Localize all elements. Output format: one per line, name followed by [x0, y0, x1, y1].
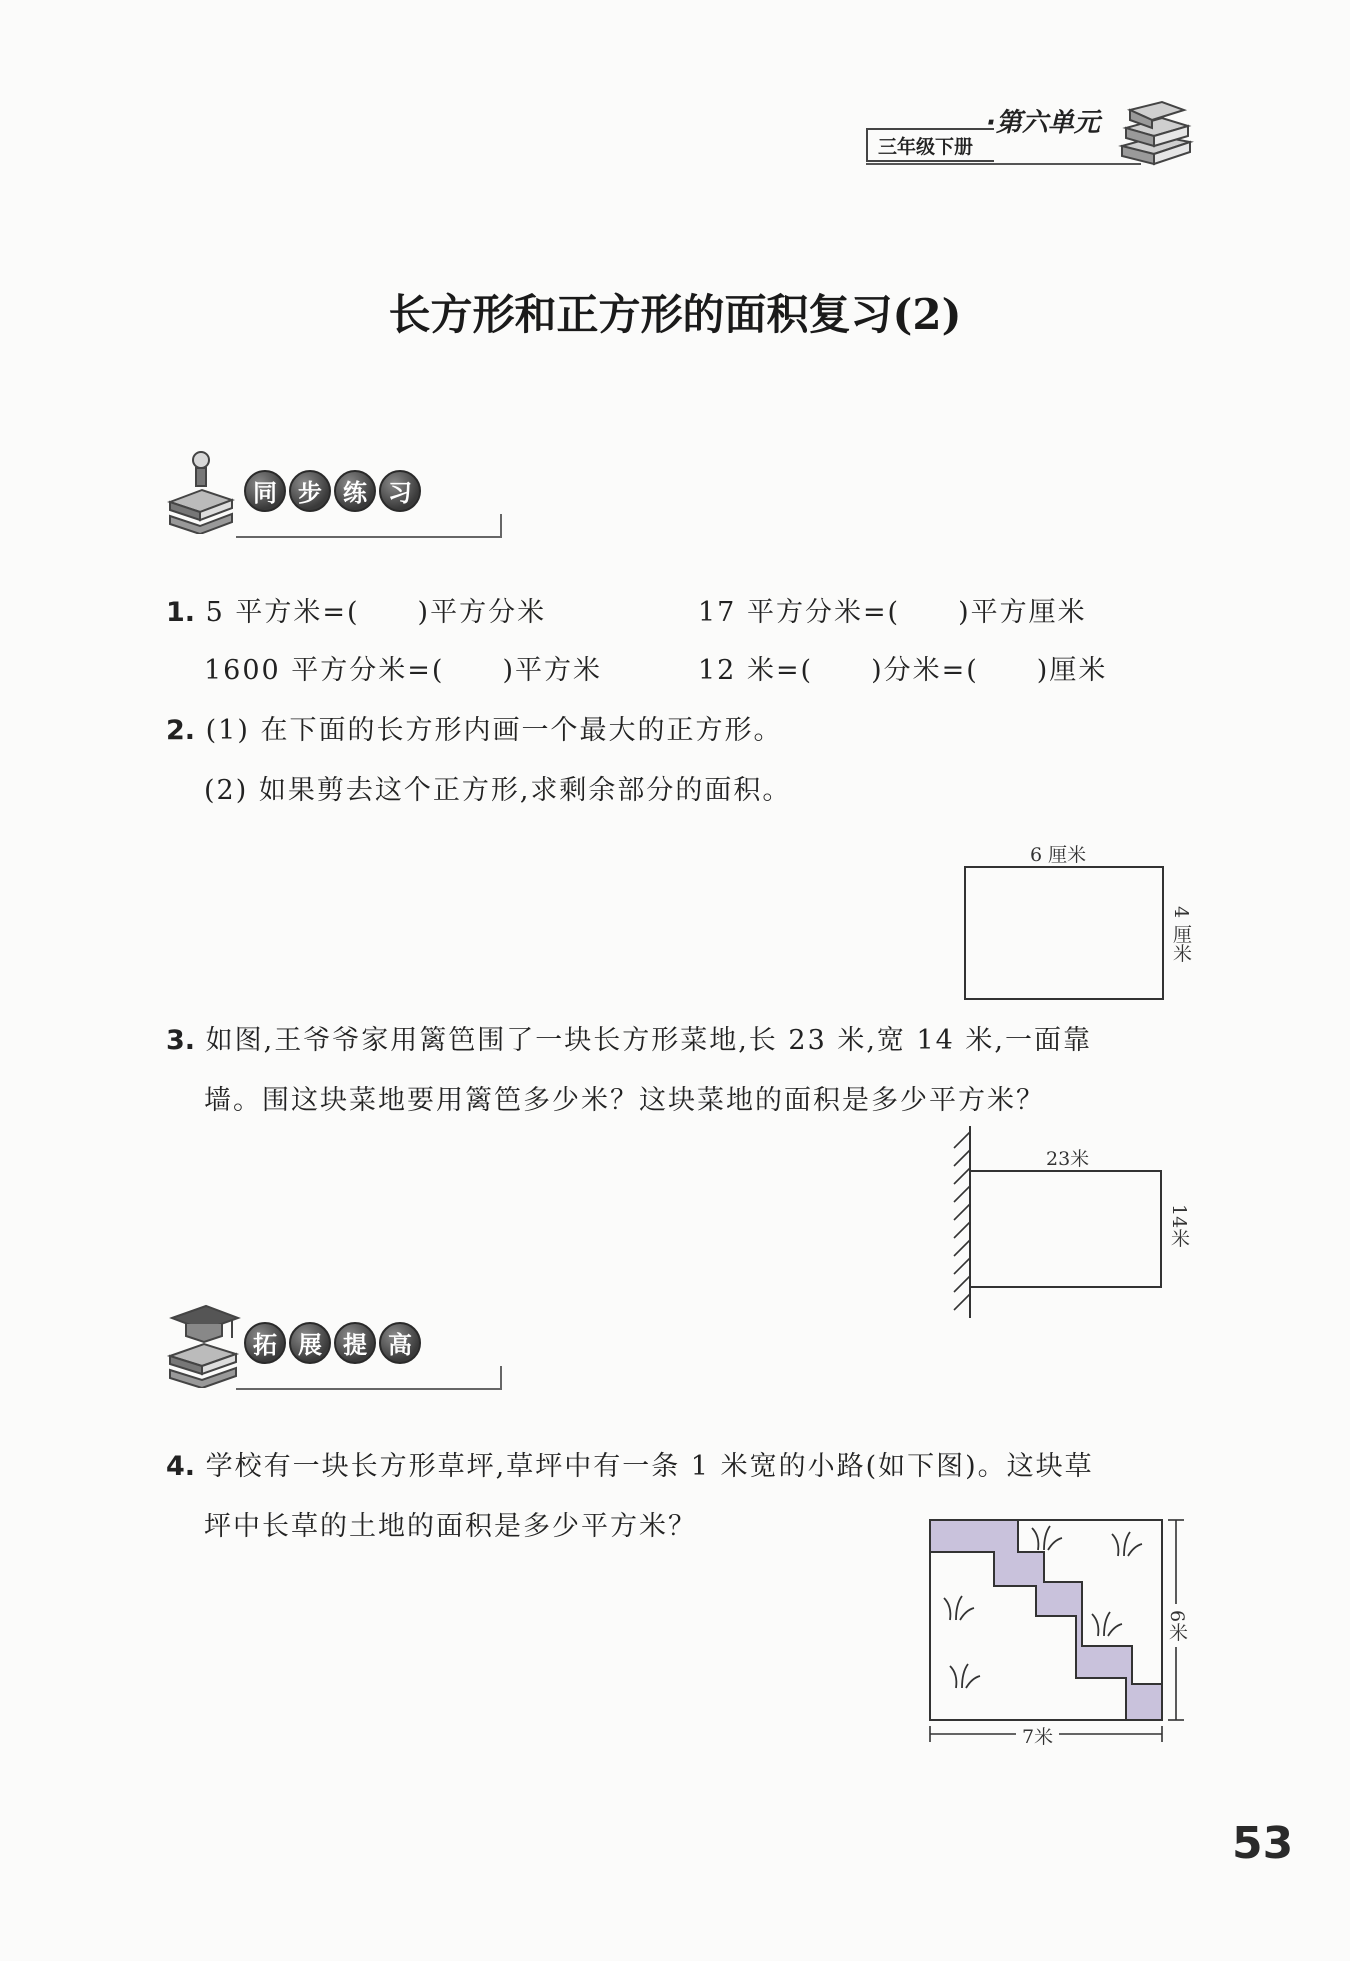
- book-stack-icon: [1118, 100, 1194, 166]
- graduation-cap-books-icon: [166, 1298, 242, 1388]
- q1-item-d: 12 米=( )分米=( )厘米: [698, 655, 1108, 686]
- banner-char: 步: [289, 470, 331, 512]
- q1-line1: [166, 590, 546, 629]
- q2-figure-width-label: 6 厘米: [1030, 844, 1087, 866]
- q1-item-b: 17 平方分米=( )平方厘米: [698, 597, 1087, 628]
- banner-char: 展: [289, 1322, 331, 1364]
- q2-number: 2.: [166, 715, 196, 746]
- q4-number: 4.: [166, 1451, 196, 1482]
- page-title: 长方形和正方形的面积复习(2): [388, 290, 962, 339]
- q3-number: 3.: [166, 1025, 196, 1056]
- q4-figure-height-label: 6米: [1164, 1604, 1191, 1647]
- q3-line1: [166, 1018, 1092, 1057]
- banner-underline: [236, 514, 502, 538]
- q4-text-line1: 学校有一块长方形草坪,草坪中有一条 1 米宽的小路(如下图)。这块草: [205, 1451, 1094, 1482]
- section-banner-extension: [166, 1318, 506, 1388]
- q4-path-band: [930, 1520, 1162, 1720]
- banner-char: 同: [244, 470, 286, 512]
- q2-part2: (2) 如果剪去这个正方形,求剩余部分的面积。: [204, 775, 792, 806]
- banner-char: 练: [334, 470, 376, 512]
- q4-text-line2: 坪中长草的土地的面积是多少平方米？: [204, 1511, 697, 1542]
- q3-figure-width-label: 14米: [1168, 1204, 1190, 1248]
- q2-part1: (1) 在下面的长方形内画一个最大的正方形。: [205, 715, 783, 746]
- banner-char: 拓: [244, 1322, 286, 1364]
- q3-figure-length-label: 23米: [1046, 1148, 1090, 1170]
- q4-lawn-figure: [920, 1512, 1192, 1754]
- section-banner-sync-practice: [166, 466, 506, 536]
- q3-garden-rectangle: [970, 1170, 1162, 1288]
- book-lamp-icon: [166, 446, 236, 534]
- banner-underline: [236, 1366, 502, 1390]
- page-number: 53: [1232, 1818, 1294, 1869]
- banner-char: 提: [334, 1322, 376, 1364]
- q3-text-line1: 如图,王爷爷家用篱笆围了一块长方形菜地,长 23 米,宽 14 米,一面靠: [205, 1025, 1093, 1056]
- q3-text-line2: 墙。围这块菜地要用篱笆多少米？这块菜地的面积是多少平方米？: [204, 1085, 1045, 1116]
- q1-item-c: 1600 平方分米=( )平方米: [204, 655, 602, 686]
- unit-label: ·第六单元: [986, 108, 1100, 138]
- grade-label: 三年级下册: [866, 128, 994, 162]
- q1-number: 1.: [166, 597, 196, 628]
- q2-rectangle-figure: [964, 866, 1164, 1000]
- banner-char: 高: [379, 1322, 421, 1364]
- q2-line1: [166, 708, 782, 747]
- q4-line1: [166, 1444, 1094, 1483]
- header-rule: [866, 163, 1141, 165]
- q1-item-a: 5 平方米=( )平方分米: [205, 597, 547, 628]
- q4-figure-width-label: 7米: [1016, 1722, 1059, 1749]
- q2-figure-height-label: 4 厘米: [1170, 906, 1192, 963]
- banner-char: 习: [379, 470, 421, 512]
